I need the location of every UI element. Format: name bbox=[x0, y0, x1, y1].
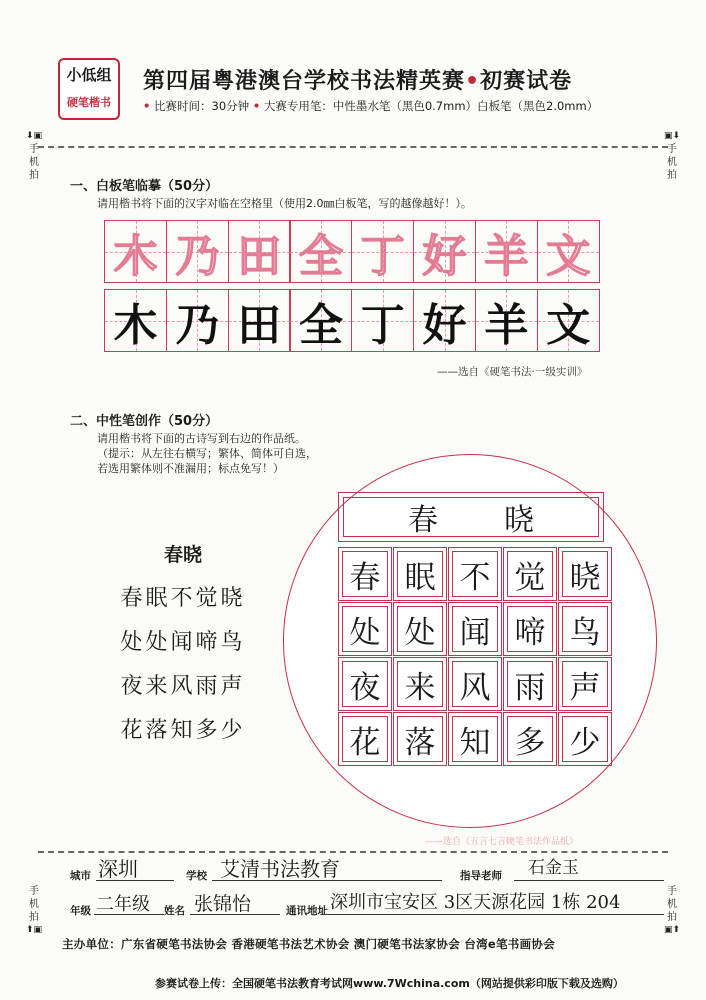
work-title-char: 春 bbox=[408, 503, 438, 538]
work-grid bbox=[338, 547, 613, 767]
handwritten-character: 乃 bbox=[175, 299, 220, 351]
work-character: 春 bbox=[349, 559, 381, 596]
address-label: 通讯地址 bbox=[286, 905, 328, 917]
work-grid-row bbox=[338, 602, 613, 657]
work-character: 知 bbox=[459, 724, 491, 761]
contest-info: • 比赛时间：30分钟 • 大赛专用笔：中性墨水笔（黑色0.7mm）白板笔（黑色2.0mm） bbox=[143, 99, 599, 113]
work-cell[interactable] bbox=[448, 547, 502, 601]
side-marker-top-right: ▣⬇ 手机拍 bbox=[663, 131, 681, 181]
work-cell[interactable] bbox=[503, 602, 557, 656]
work-cell[interactable] bbox=[393, 657, 447, 711]
work-character: 啼 bbox=[514, 614, 546, 651]
work-grid-row bbox=[338, 712, 613, 767]
trace-grid bbox=[104, 220, 599, 283]
poem-line: 夜来风雨声 bbox=[120, 674, 246, 699]
work-title-box bbox=[338, 492, 604, 542]
cut-line-top bbox=[38, 146, 668, 148]
handwritten-character: 羊 bbox=[484, 299, 529, 351]
copy-grid bbox=[104, 289, 599, 352]
trace-cell bbox=[475, 220, 538, 283]
group-logo bbox=[58, 58, 120, 120]
page-title: 第四届粤港澳台学校书法精英赛•初赛试卷 bbox=[143, 69, 573, 94]
work-character: 少 bbox=[569, 724, 601, 761]
work-cell[interactable] bbox=[448, 712, 502, 766]
handwritten-character: 丁 bbox=[360, 299, 405, 351]
handwritten-character: 田 bbox=[237, 299, 282, 351]
work-cell[interactable] bbox=[338, 712, 392, 766]
work-character: 风 bbox=[459, 669, 491, 706]
handwritten-character: 全 bbox=[298, 299, 343, 351]
trace-character: 羊 bbox=[484, 230, 529, 282]
logo-group-name: 小低组 bbox=[66, 66, 112, 84]
copy-cell[interactable] bbox=[475, 289, 538, 352]
copy-cell[interactable] bbox=[228, 289, 291, 352]
work-character: 夜 bbox=[349, 669, 381, 706]
poem-reference bbox=[98, 540, 268, 753]
work-character: 眠 bbox=[404, 559, 436, 596]
work-character: 花 bbox=[349, 724, 381, 761]
teacher-value[interactable]: 石金玉 bbox=[528, 858, 579, 878]
work-character: 不 bbox=[459, 559, 491, 596]
handwritten-character: 文 bbox=[546, 299, 591, 351]
copy-cell[interactable] bbox=[104, 289, 167, 352]
copy-cell[interactable] bbox=[166, 289, 229, 352]
work-character: 雨 bbox=[514, 669, 546, 706]
trace-character: 木 bbox=[113, 230, 158, 282]
grade-value[interactable]: 二年级 bbox=[96, 894, 150, 915]
copy-cell[interactable] bbox=[537, 289, 600, 352]
name-label: 姓名 bbox=[164, 905, 185, 917]
trace-character: 全 bbox=[298, 230, 343, 282]
copy-cell[interactable] bbox=[289, 289, 352, 352]
trace-character: 文 bbox=[546, 230, 591, 282]
section2-title: 二、中性笔创作（50分） bbox=[70, 414, 219, 429]
poem-line: 春眠不觉晓 bbox=[120, 586, 246, 611]
trace-cell bbox=[228, 220, 291, 283]
work-cell[interactable] bbox=[558, 712, 612, 766]
organizers: 主办单位：广东省硬笔书法协会 香港硬笔书法艺术协会 澳门硬笔书法家协会 台湾e笔书画协会 bbox=[62, 937, 556, 951]
teacher-label: 指导老师 bbox=[460, 870, 502, 882]
work-character: 闻 bbox=[459, 614, 491, 651]
work-cell[interactable] bbox=[338, 602, 392, 656]
poem-title: 春晓 bbox=[163, 544, 202, 566]
city-value[interactable]: 深圳 bbox=[98, 857, 138, 881]
footer-upload-info: 参赛试卷上传：全国硬笔书法教育考试网www.7Wchina.com（网站提供彩印版下载及选购） bbox=[155, 977, 624, 990]
work-grid-row bbox=[338, 657, 613, 712]
time-info: 比赛时间：30分钟 bbox=[154, 99, 250, 113]
work-cell[interactable] bbox=[393, 602, 447, 656]
work-cell[interactable] bbox=[503, 657, 557, 711]
work-paper-note: ——选自《五言七言硬笔书法作品纸》 bbox=[425, 837, 579, 847]
side-marker-bottom-left: 手机拍 ⬆▣ bbox=[25, 886, 43, 935]
work-cell[interactable] bbox=[338, 657, 392, 711]
work-cell[interactable] bbox=[448, 657, 502, 711]
handwritten-character: 好 bbox=[422, 299, 467, 351]
poem-line: 处处闻啼鸟 bbox=[120, 630, 246, 655]
address-value[interactable]: 深圳市宝安区 3区天源花园 1栋 204 bbox=[330, 892, 621, 913]
work-character: 鸟 bbox=[569, 614, 601, 651]
city-label: 城市 bbox=[70, 870, 91, 882]
trace-cell bbox=[413, 220, 476, 283]
work-cell[interactable] bbox=[393, 712, 447, 766]
work-character: 觉 bbox=[514, 559, 546, 596]
camera-icon: ▣⬇ bbox=[663, 131, 681, 141]
work-grid-row bbox=[338, 547, 613, 602]
trace-cell bbox=[166, 220, 229, 283]
trace-character: 好 bbox=[422, 230, 467, 282]
trace-cell bbox=[537, 220, 600, 283]
side-marker-top-left: ⬇▣ 手机拍 bbox=[25, 131, 43, 181]
grade-label: 年级 bbox=[70, 905, 91, 917]
handwritten-character: 木 bbox=[113, 299, 158, 351]
work-cell[interactable] bbox=[393, 547, 447, 601]
section2-instruction: 请用楷书将下面的古诗写到右边的作品纸。 （提示：从左往右横写；繁体、简体可自选， 若选用繁体则不准漏用；标点免写！） bbox=[97, 432, 317, 475]
school-label: 学校 bbox=[186, 870, 207, 882]
school-value[interactable]: 艾清书法教育 bbox=[220, 857, 340, 881]
work-cell[interactable] bbox=[558, 547, 612, 601]
side-marker-bottom-right: 手机拍 ▣⬆ bbox=[663, 886, 681, 935]
poem-line: 花落知多少 bbox=[120, 718, 246, 743]
logo-category: 硬笔楷书 bbox=[67, 96, 111, 109]
copy-cell[interactable] bbox=[413, 289, 476, 352]
work-title-char: 晓 bbox=[504, 503, 534, 538]
work-cell[interactable] bbox=[503, 712, 557, 766]
work-character: 多 bbox=[514, 724, 546, 761]
arrow-down-icon: ⬇▣ bbox=[25, 131, 43, 141]
work-character: 落 bbox=[404, 724, 436, 761]
section1-instruction: 请用楷书将下面的汉字对临在空格里（使用2.0㎜白板笔，写的越像越好！）。 bbox=[97, 197, 472, 210]
work-cell[interactable] bbox=[503, 547, 557, 601]
pen-info: 大赛专用笔：中性墨水笔（黑色0.7mm）白板笔（黑色2.0mm） bbox=[263, 99, 599, 113]
trace-cell bbox=[104, 220, 167, 283]
camera-icon: ▣⬆ bbox=[663, 925, 681, 935]
trace-cell bbox=[289, 220, 352, 283]
trace-character: 田 bbox=[237, 230, 282, 282]
trace-character: 丁 bbox=[360, 230, 405, 282]
work-cell[interactable] bbox=[338, 547, 392, 601]
work-character: 声 bbox=[569, 669, 601, 706]
section1-source: ——选自《硬笔书法·一级实训》 bbox=[437, 366, 588, 378]
trace-character: 乃 bbox=[175, 230, 220, 282]
work-character: 处 bbox=[404, 614, 436, 651]
work-cell[interactable] bbox=[558, 657, 612, 711]
work-cell[interactable] bbox=[448, 602, 502, 656]
work-character: 来 bbox=[404, 669, 436, 706]
copy-cell[interactable] bbox=[351, 289, 414, 352]
arrow-up-icon: ⬆▣ bbox=[25, 925, 43, 935]
trace-cell bbox=[351, 220, 414, 283]
work-cell[interactable] bbox=[558, 602, 612, 656]
work-character: 处 bbox=[349, 614, 381, 651]
work-character: 晓 bbox=[569, 559, 601, 596]
section1-title: 一、白板笔临摹（50分） bbox=[70, 179, 219, 194]
name-value[interactable]: 张锦怡 bbox=[194, 893, 252, 915]
